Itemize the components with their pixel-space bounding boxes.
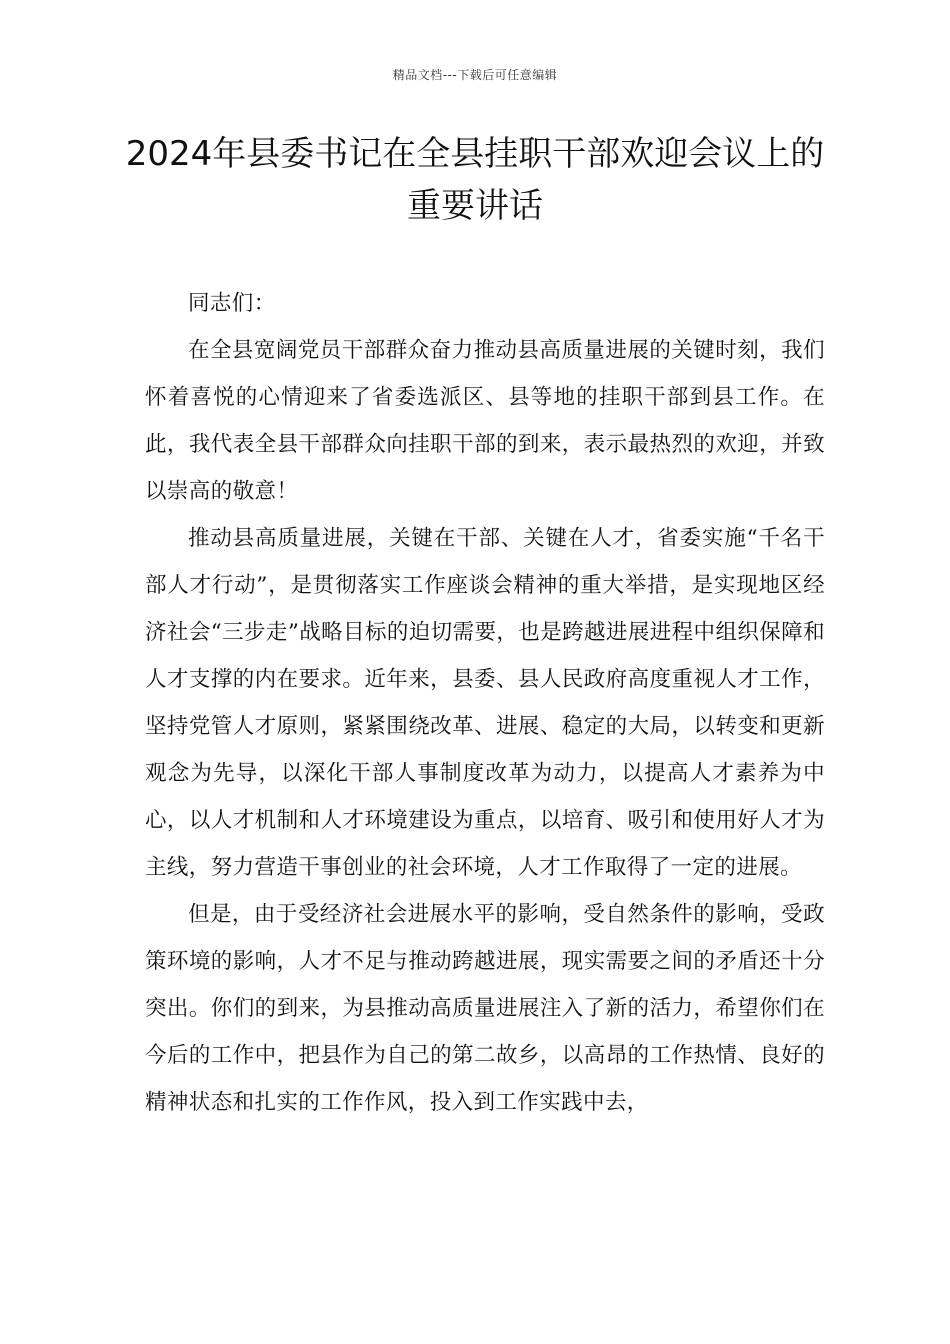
page-header: 精品文档---下载后可任意编辑 — [392, 68, 558, 82]
salutation-paragraph: 同志们： — [188, 291, 276, 316]
document-body — [145, 280, 825, 1126]
document-title: 2024年县委书记在全县挂职干部欢迎会议上的重要讲话 — [125, 134, 825, 226]
body-paragraph: 推动县高质量进展，关键在干部、关键在人才，省委实施“千名干部人才行动”，是贯彻落实工作座谈会精神的重大举措，是实现地区经济社会“三步走”战略目标的迫切需要，也是跨越进展进程中组织保障和人才支撑的内在要求。近年来，县委、县人民政府高度重视人才工作，坚持党管人才原则，紧紧围绕改革、进展、稳定的大局，以转变和更新观念为先导，以深化干部人事制度改革为动力，以提高人才素养为中心，以人才机制和人才环境建设为重点，以培育、吸引和使用好人才为主线，努力营造干事创业的社会环境，人才工作取得了一定的进展。 — [145, 526, 825, 880]
body-paragraph: 但是，由于受经济社会进展水平的影响，受自然条件的影响，受政策环境的影响，人才不足与推动跨越进展，现实需要之间的矛盾还十分突出。你们的到来，为县推动高质量进展注入了新的活力，希望你们在今后的工作中，把县作为自己的第二故乡，以高昂的工作热情、良好的精神状态和扎实的工作作风，投入到工作实践中去， — [145, 902, 825, 1115]
body-paragraph: 在全县宽阔党员干部群众奋力推动县高质量进展的关键时刻，我们怀着喜悦的心情迎来了省委选派区、县等地的挂职干部到县工作。在此，我代表全县干部群众向挂职干部的到来，表示最热烈的欢迎，并致以崇高的敬意！ — [145, 338, 825, 504]
